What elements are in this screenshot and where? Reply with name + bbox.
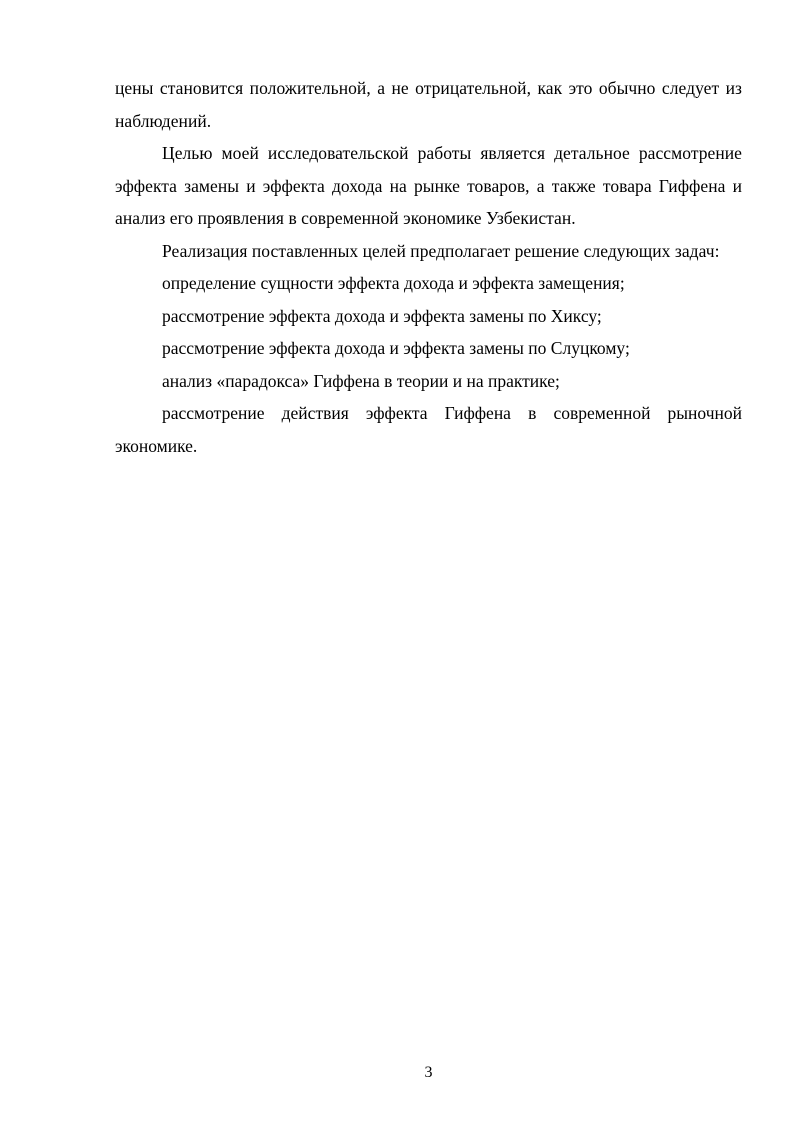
page-number: 3 bbox=[424, 1064, 433, 1081]
document-page bbox=[115, 72, 742, 462]
task-list-item: рассмотрение действия эффекта Гиффена в современной рыночной экономике. bbox=[115, 403, 742, 456]
task-list-item: анализ «парадокса» Гиффена в теории и на практике; bbox=[162, 370, 560, 391]
paragraph-research-goal: Целью моей исследовательской работы является детальное рассмотрение эффекта замены и эффекта дохода на рынке товаров, а также товара Гиффена и анализ его проявления в современной экономике Узбекистан. bbox=[115, 143, 742, 228]
task-list bbox=[115, 267, 742, 462]
task-list-item: рассмотрение эффекта дохода и эффекта замены по Слуцкому; bbox=[162, 338, 630, 358]
task-list-item: определение сущности эффекта дохода и эффекта замещения; bbox=[162, 273, 625, 293]
paragraph-tasks-intro: Реализация поставленных целей предполагает решение следующих задач: bbox=[162, 240, 720, 261]
paragraph-continuation: цены становится положительной, а не отрицательной, как это обычно следует из наблюдений. bbox=[115, 78, 742, 131]
task-list-item: рассмотрение эффекта дохода и эффекта замены по Хиксу; bbox=[162, 305, 602, 326]
